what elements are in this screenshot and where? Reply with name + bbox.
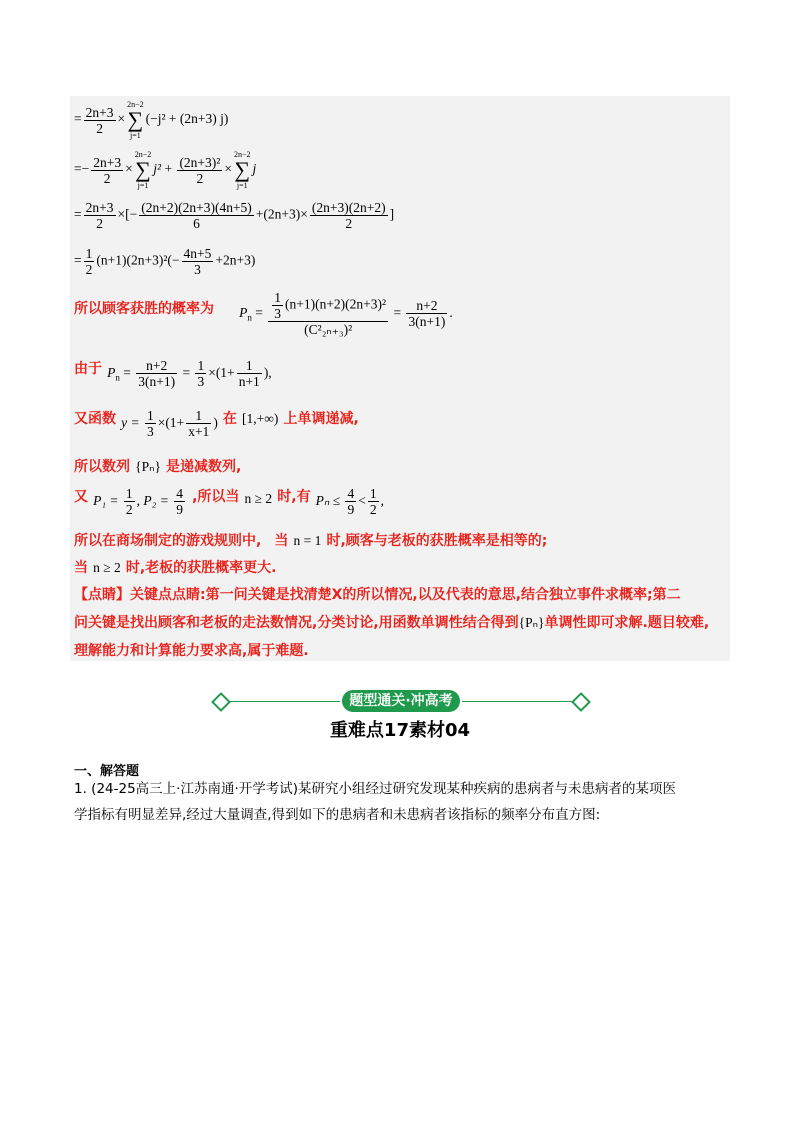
section-title: 重难点17素材04 (329, 720, 471, 741)
section-heading: 一、解答题 (74, 764, 140, 779)
sequence-line: 所以数列 {Pₙ} 是递减数列, (74, 459, 242, 475)
comment-line-2: 问关键是找出顾客和老板的走法数情况,分类讨论,用函数单调性结合得到{Pₙ}单调性即可求解.题目较难, (74, 615, 710, 631)
equation-line-3: = $\frac{2n+3}{2}$ ×[− $\frac{(2n+2)(2n+3)(4n+5)}{6}$ +(2n+3)× $\frac{(2n+3)(2n+2)}{2}$ ] (74, 200, 395, 231)
question-line-2: 学指标有明显差异,经过大量调查,得到如下的患病者和未患病者该指标的频率分布直方图: (74, 807, 601, 823)
banner-label: 题型通关·冲高考 (342, 690, 460, 712)
probability-line: 所以顾客获胜的概率为 $P_n$ = $\frac{1}{3}$ (n+1)(n+2)(2n+3)² (C²₂ₙ₊₃)² = $\frac{n+2}{3(n+1)}$ . (74, 290, 453, 337)
section-banner (210, 690, 590, 712)
conclusion-line-2: 当 n ≥ 2 时,老板的获胜概率更大. (74, 560, 277, 576)
left-diamond-icon (211, 692, 231, 712)
banner-divider-left (230, 701, 340, 702)
equation-line-2: =− $\frac{2n+3}{2}$ × 2n−2 ∑ j=1 j² + $\frac{\text{(2n+3)²}}{2}$ × 2n−2 ∑ j=1 j (74, 150, 257, 190)
conclusion-line-1: 所以在商场制定的游戏规则中, 当 n = 1 时,顾客与老板的获胜概率是相等的; (74, 533, 548, 549)
banner-divider-right (462, 701, 572, 702)
comment-line-3: 理解能力和计算能力要求高,属于难题. (74, 643, 309, 659)
equation-line-4: = $\frac{1}{2}$ (n+1)(2n+3)²(− $\frac{4n+5}{3}$ +2n+3) (74, 246, 256, 277)
also-line: 又 P₁ = $\frac{1}{2}$ , P₂ = $\frac{4}{9}$ ,所以当 n ≥ 2 时,有 Pₙ ≤ $\frac{4}{9}$ < $\frac{1}{2}$ , (74, 486, 384, 517)
question-line-1: 1. (24-25高三上·江苏南通·开学考试)某研究小组经过研究发现某种疾病的患病者与未患病者的某项医 (74, 781, 677, 797)
comment-line-1: 【点睛】关键点点睛:第一问关键是找清楚X的所以情况,以及代表的意思,结合独立事件求概率;第二 (74, 587, 681, 603)
right-diamond-icon (571, 692, 591, 712)
equation-line-1: = $\frac{2n+3}{2}$ × 2n−2 ∑ j=1 (−j² + (2n+3) j) (74, 100, 229, 140)
function-line: 又函数 y = $\frac{1}{3}$ ×(1+ $\frac{1}{x+1}$ ) 在 $^{[1,+\infty)}$ 上单调递减, (74, 408, 359, 439)
since-line: 由于 $P_n$ = $\frac{n+2}{3(n+1)}$ = $\frac{1}{3}$ ×(1+ $\frac{1}{n+1}$ ), (74, 358, 272, 389)
